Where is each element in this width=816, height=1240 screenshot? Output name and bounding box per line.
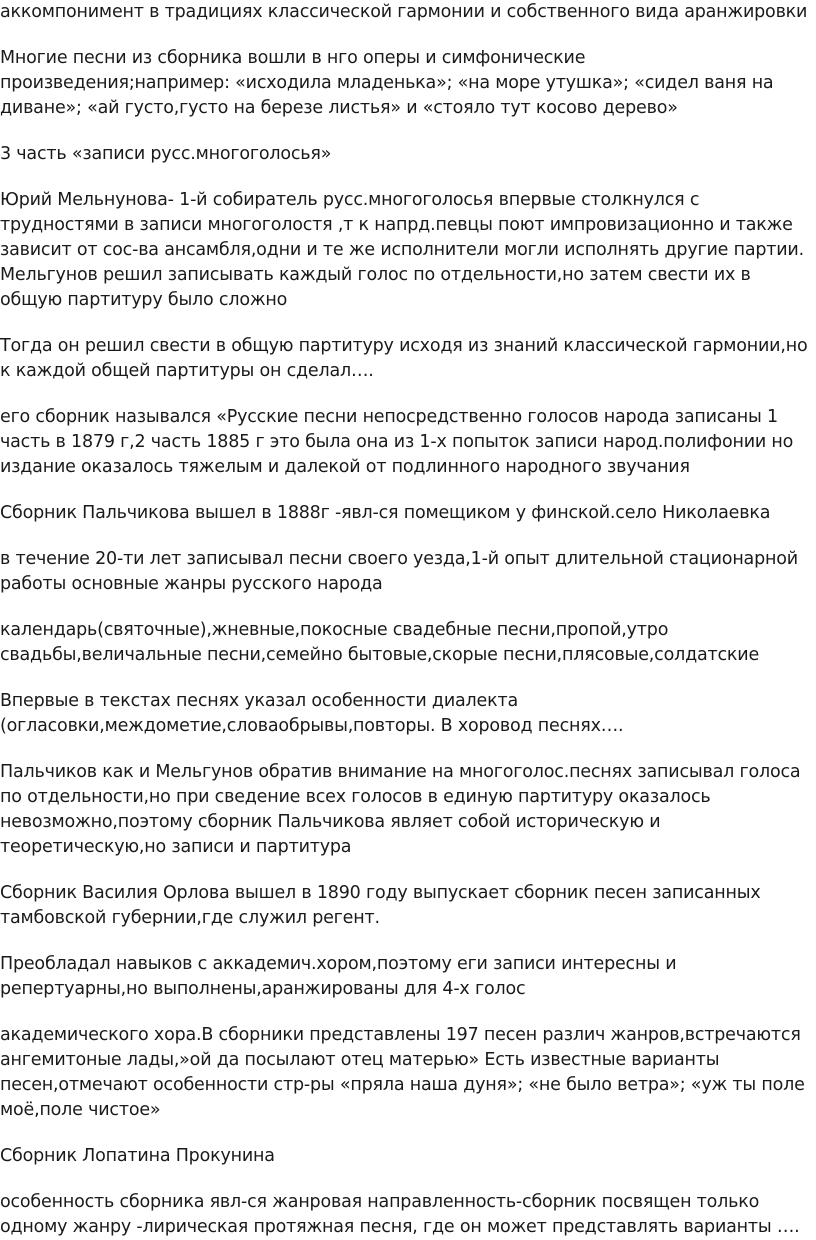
paragraph: Впервые в текстах песнях указал особенности диалекта (огласовки,междометие,словаобрывы,повторы. В хоровод песнях…. <box>0 691 624 736</box>
paragraph: Юрий Мельнунова- 1-й собиратель русс.многоголосья впервые столкнулся с трудностями в записи многоголостя ,т к напрд.певцы поют импровизационно и также зависит от сос-ва ансамбля,одни и те же исполнители могли исполнять другие партии. Мельгунов решил записывать каждый голос по отдельности,но затем свести их в общую партитуру было сложно <box>0 190 804 310</box>
paragraph: Сборник Пальчикова вышел в 1888г -явл-ся помещиком у финской.село Николаевка <box>0 503 771 523</box>
paragraph: Пальчиков как и Мельгунов обратив внимание на многоголос.песнях записывал голоса по отдельности,но при сведение всех голосов в единую партитуру оказалось невозможно,поэтому сборник Пальчикова являет собой историческую и теоретическую,но записи и партитура <box>0 762 801 857</box>
paragraph: в течение 20-ти лет записывал песни своего уезда,1-й опыт длительной стационарной работы основные жанры русского народа <box>0 549 798 594</box>
paragraph: календарь(святочные),жневные,покосные свадебные песни,пропой,утро свадьбы,величальные песни,семейно бытовые,скорые песни,плясовые,солдатские <box>0 620 760 665</box>
paragraph: академического хора.В сборники представлены 197 песен различ жанров,встречаются ангемитоные лады,»ой да посылают отец матерью» Есть известные варианты песен,отмечают особенности стр-ры «пряла наша дуня»; «не было ветра»; «уж ты поле моё,поле чистое» <box>0 1025 805 1120</box>
paragraph: Тогда он решил свести в общую партитуру исходя из знаний классической гармонии,но к каждой общей партитуры он сделал…. <box>0 336 808 381</box>
paragraph: его сборник назывался «Русские песни непосредственно голосов народа записаны 1 часть в 1879 г,2 часть 1885 г это была она из 1-х попыток записи народ.полифонии но издание оказалось тяжелым и далекой от подлинного народного звучания <box>0 407 794 477</box>
paragraph: 3 часть «записи русс.многоголосья» <box>0 144 332 164</box>
paragraph: Преобладал навыков с аккадемич.хором,поэтому еги записи интересны и репертуарны,но выполнены,аранжированы для 4-х голос <box>0 954 677 999</box>
paragraph: аккомпонимент в традициях классической гармонии и собственного вида аранжировки <box>0 2 808 22</box>
paragraph: особенность сборника явл-ся жанровая направленность-сборник посвящен только одному жанру -лирическая протяжная песня, где он может представлять варианты …. <box>0 1192 800 1237</box>
paragraph: Многие песни из сборника вошли в нго оперы и симфонические произведения;например: «исходила младенька»; «на море утушка»; «сидел ваня на диване»; «ай густо,густо на березе листья» и «стояло тут косово дерево» <box>0 48 774 118</box>
paragraph: Сборник Василия Орлова вышел в 1890 году выпускает сборник песен записанных тамбовской губернии,где служил регент. <box>0 883 761 928</box>
paragraph: Сборник Лопатина Прокунина <box>0 1146 275 1166</box>
